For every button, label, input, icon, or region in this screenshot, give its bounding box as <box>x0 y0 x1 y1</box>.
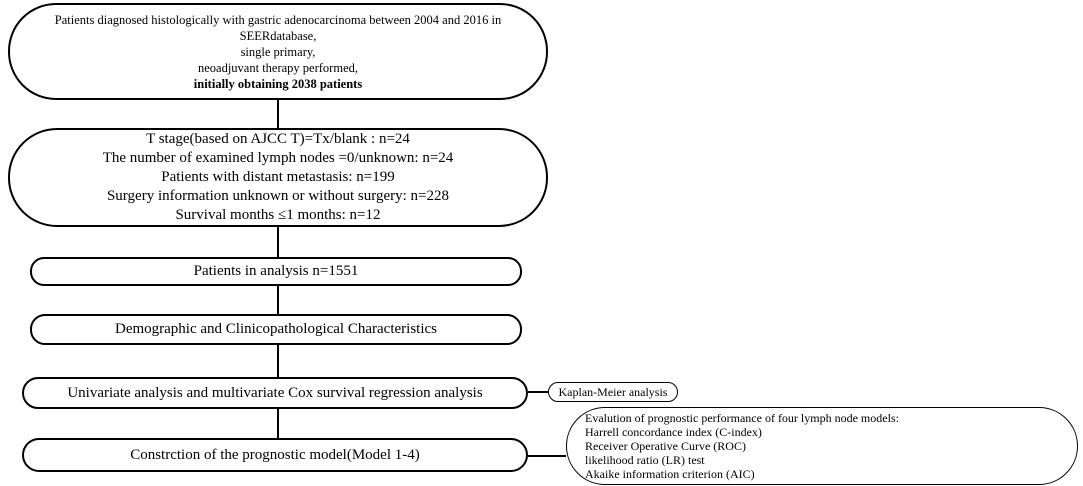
inclusion-line-3: single primary, <box>240 44 316 59</box>
prognostic-model-box <box>22 438 528 472</box>
evaluation-item-roc: Receiver Operative Curve (ROC) <box>585 439 746 453</box>
patients-in-analysis-label: Patients in analysis n=1551 <box>193 263 359 279</box>
characteristics-label: Demographic and Clinicopathological Characteristics <box>115 321 437 337</box>
characteristics-box <box>30 314 522 345</box>
kaplan-meier-box <box>548 382 678 402</box>
inclusion-line-4: neoadjuvant therapy performed, <box>197 60 358 75</box>
evaluation-item-aic: Akaike information criterion (AIC) <box>585 467 755 481</box>
exclusion-line-5: Survival months ≤1 months: n=12 <box>175 207 381 223</box>
connector-5-7 <box>528 391 548 393</box>
exclusion-criteria-box <box>8 128 548 227</box>
evaluation-item-c-index: Harrell concordance index (C-index) <box>585 425 762 439</box>
exclusion-line-4: Surgery information unknown or without surgery: n=228 <box>106 188 450 204</box>
exclusion-line-3: Patients with distant metastasis: n=199 <box>161 169 395 185</box>
prognostic-model-label: Constrction of the prognostic model(Model 1-4) <box>130 446 420 463</box>
exclusion-line-2: The number of examined lymph nodes =0/unknown: n=24 <box>102 150 454 166</box>
patients-in-analysis-box <box>30 257 522 286</box>
regression-analysis-label: Univariate analysis and multivariate Cox survival regression analysis <box>67 384 483 401</box>
kaplan-meier-label: Kaplan-Meier analysis <box>558 384 668 399</box>
exclusion-line-1: T stage(based on AJCC T)=Tx/blank : n=24 <box>146 131 410 147</box>
evaluation-item-lr-test: likelihood ratio (LR) test <box>585 453 705 467</box>
connector-6-8 <box>528 455 566 457</box>
evaluation-title: Evalution of prognostic performance of four lymph node models: <box>585 411 899 425</box>
regression-analysis-box <box>22 377 528 409</box>
inclusion-total-line: initially obtaining 2038 patients <box>193 76 363 91</box>
inclusion-line-1: Patients diagnosed histologically with gastric adenocarcinoma between 2004 and 2016 in <box>54 12 502 27</box>
inclusion-criteria-box <box>8 3 548 100</box>
connector-2-3 <box>277 227 279 257</box>
evaluation-box <box>566 407 1078 485</box>
inclusion-line-2: SEERdatabase, <box>239 28 317 43</box>
connector-5-6 <box>277 409 279 438</box>
connector-3-4 <box>277 286 279 314</box>
connector-4-5 <box>277 345 279 377</box>
connector-1-2 <box>277 100 279 128</box>
